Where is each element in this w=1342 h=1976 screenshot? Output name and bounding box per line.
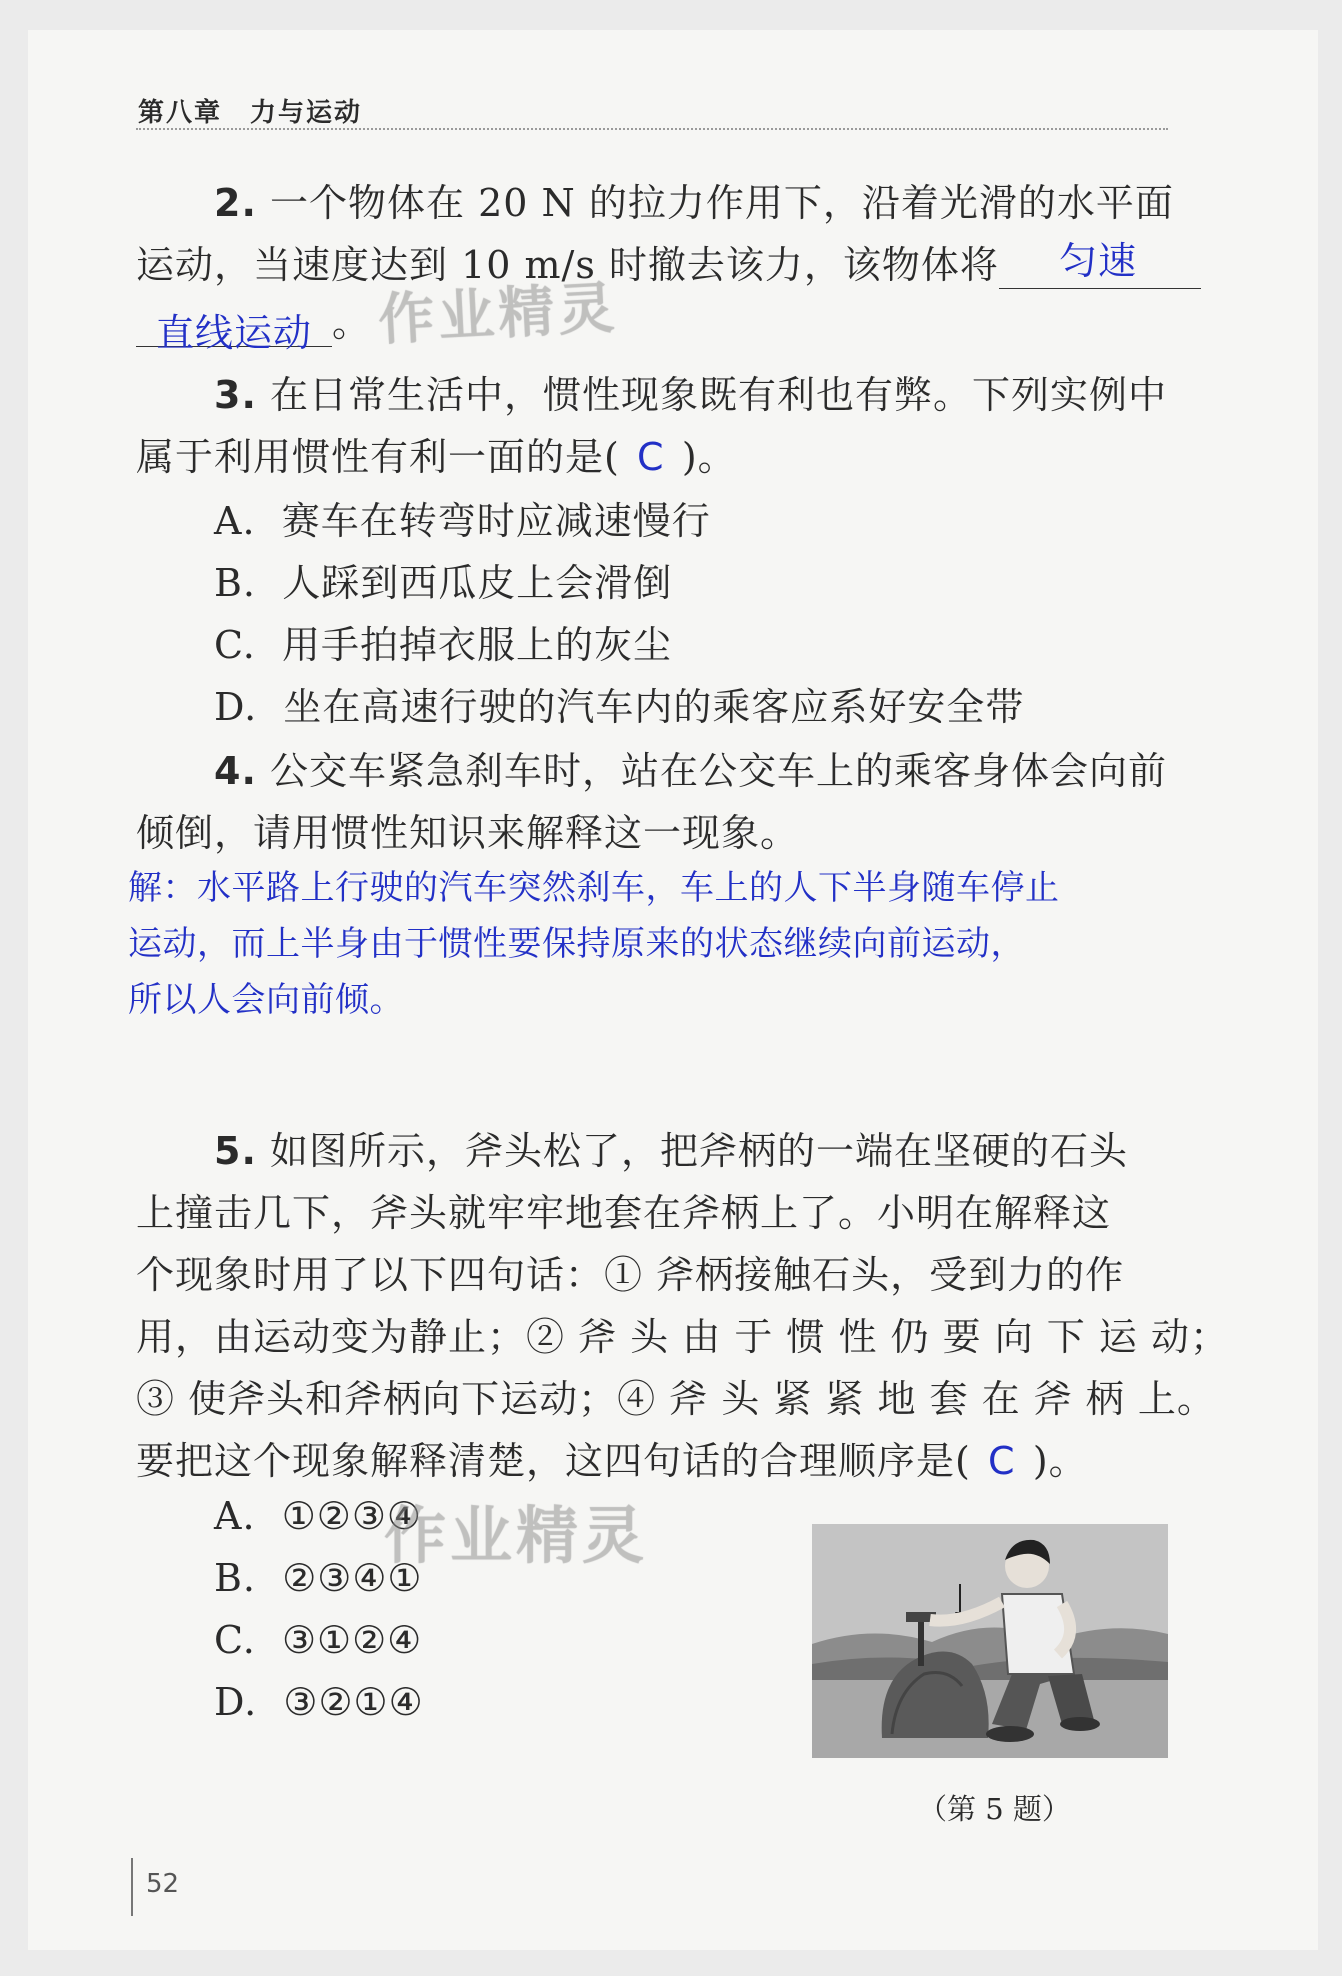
q3-text-line2-end: )。: [681, 435, 737, 479]
q2-line2: [136, 234, 1201, 289]
q3-option-a-key: A.: [214, 499, 256, 543]
q3-option-c-key: C.: [214, 623, 256, 667]
q5-option-a-key: A.: [214, 1494, 256, 1538]
page-number-bar: [131, 1858, 133, 1916]
q5-line3: 个现象时用了以下四句话：① 斧柄接触石头，受到力的作: [136, 1253, 1125, 1297]
q2-number: 2.: [214, 181, 257, 225]
q3-option-c: [214, 614, 672, 669]
q3-line2: [136, 426, 737, 481]
q4-solution-line2: 运动，而上半身由于惯性要保持原来的状态继续向前运动，: [128, 924, 1025, 964]
q2-answer-blank-1: [999, 239, 1201, 289]
q3-option-b: [214, 552, 672, 607]
q3-option-a-text: 赛车在转弯时应减速慢行: [281, 499, 711, 543]
q5-option-c-text: ③①②④: [281, 1618, 423, 1662]
q5-option-d-text: ③②①④: [283, 1680, 424, 1724]
q5-option-c: [214, 1618, 422, 1662]
q4-line1: [214, 740, 1167, 795]
figure-caption: （第 5 题）: [918, 1792, 1071, 1826]
q3-option-d-key: D.: [214, 685, 258, 729]
q5-text-line6-end: )。: [1032, 1439, 1088, 1483]
q4-line2: [136, 802, 799, 857]
q3-option-a: [214, 490, 711, 545]
q3-text-line2: 属于利用惯性有利一面的是(: [136, 435, 620, 479]
q5-line2: 上撞击几下，斧头就牢牢地套在斧柄上了。小明在解释这: [136, 1191, 1112, 1235]
q4-solution-line1: 解：水平路上行驶的汽车突然刹车，车上的人下半身随车停止: [128, 868, 1060, 908]
header-divider: [136, 128, 1168, 130]
q5-option-d: [214, 1680, 424, 1724]
q5-option-a-text: ①②③④: [281, 1494, 422, 1538]
q3-option-b-text: 人踩到西瓜皮上会滑倒: [282, 561, 673, 605]
q2-line1: [214, 172, 1174, 227]
q3-answer: C: [637, 435, 665, 479]
q3-option-c-text: 用手拍掉衣服上的灰尘: [281, 623, 672, 667]
q4-text-line2: 倾倒，请用惯性知识来解释这一现象。: [136, 811, 800, 855]
watermark-top: 作业精灵: [376, 275, 620, 354]
q5-option-b-key: B.: [214, 1556, 257, 1600]
q4-number: 4.: [214, 749, 257, 793]
watermark-bottom: 作业精灵: [384, 1499, 649, 1572]
chapter-number: 第八章: [138, 98, 223, 128]
chapter-header: [138, 92, 362, 129]
q5-line1: [214, 1120, 1128, 1175]
q5-illustration: [812, 1524, 1168, 1758]
q2-line3: [136, 292, 372, 355]
q3-line1: [214, 364, 1167, 419]
q5-text-line6: 要把这个现象解释清楚，这四句话的合理顺序是(: [136, 1439, 971, 1483]
chapter-title: 力与运动: [250, 98, 363, 128]
q3-option-d: [214, 676, 1024, 731]
q5-line5: ③ 使斧头和斧柄向下运动；④ 斧 头 紧 紧 地 套 在 斧 柄 上。: [136, 1377, 1216, 1421]
q2-answer-part1: 匀速: [1058, 239, 1137, 283]
q3-number: 3.: [214, 373, 257, 417]
axe-on-rock-illustration: [812, 1524, 1168, 1758]
q5-line4: 用，由运动变为静止；② 斧 头 由 于 惯 性 仍 要 向 下 运 动；: [136, 1315, 1229, 1359]
q5-line6: [136, 1430, 1088, 1485]
q5-answer: C: [988, 1439, 1016, 1483]
q2-end-mark: 。: [332, 301, 372, 345]
q5-text-line1: 如图所示，斧头松了，把斧柄的一端在坚硬的石头: [269, 1129, 1128, 1173]
q2-text-line2: 运动，当速度达到 10 m/s 时撤去该力，该物体将: [136, 243, 999, 287]
q2-answer-blank-2: [136, 302, 332, 355]
q5-number: 5.: [214, 1129, 257, 1173]
q2-text-line1: 一个物体在 20 N 的拉力作用下，沿着光滑的水平面: [269, 181, 1174, 225]
q5-option-c-key: C.: [214, 1618, 256, 1662]
q5-option-d-key: D.: [214, 1680, 258, 1724]
q3-text-line1: 在日常生活中，惯性现象既有利也有弊。下列实例中: [269, 373, 1167, 417]
q3-option-b-key: B.: [214, 561, 257, 605]
q4-solution-line3: 所以人会向前倾。: [128, 980, 404, 1020]
q4-text-line1: 公交车紧急刹车时，站在公交车上的乘客身体会向前: [269, 749, 1167, 793]
q5-option-b-text: ②③④①: [282, 1556, 423, 1600]
q2-answer-part2: 直线运动: [156, 311, 313, 355]
q3-option-d-text: 坐在高速行驶的汽车内的乘客应系好安全带: [283, 685, 1025, 729]
page-number: 52: [146, 1869, 180, 1899]
